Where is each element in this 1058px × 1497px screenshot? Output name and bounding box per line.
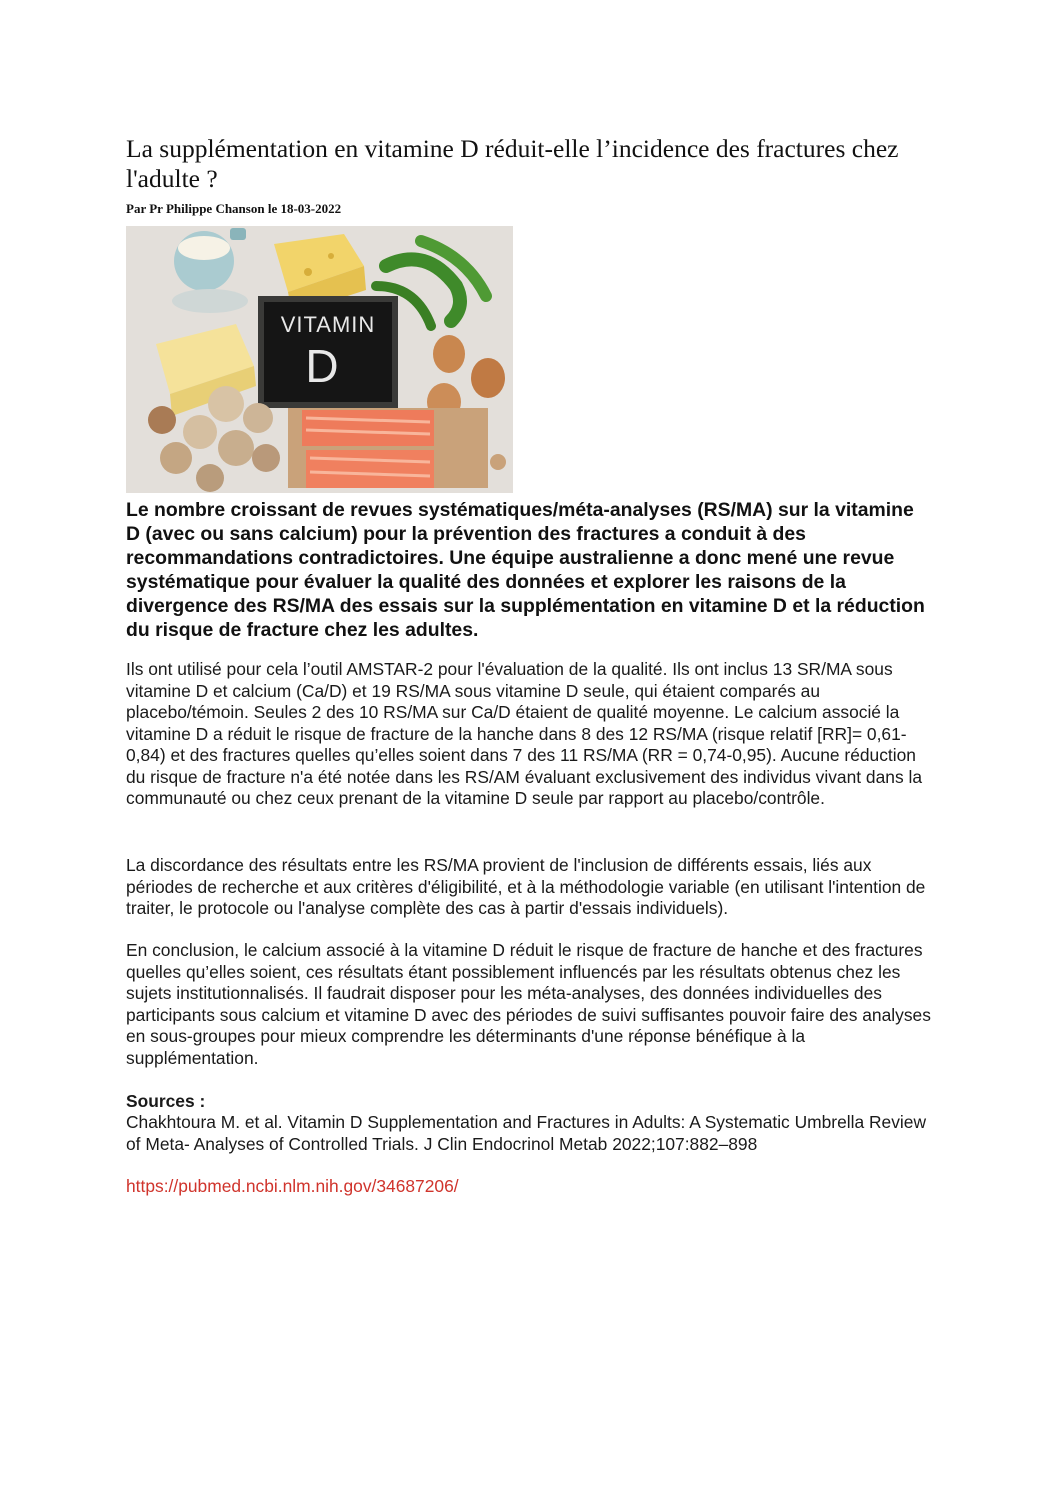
article-byline: Par Pr Philippe Chanson le 18-03-2022 [126, 201, 342, 216]
article-title: La supplémentation en vitamine D réduit-elle l’incidence des fractures chez l'adulte ? [126, 134, 899, 193]
paragraph: La discordance des résultats entre les RS/MA provient de l'inclusion de différents essais, liés aux périodes de recherche et aux critères d'éligibilité, et à la méthodologie variable (en utilisant l'intention de traiter, le protocole ou l'analyse complète des cas à partir d'essais individuels). [126, 855, 926, 918]
article-lead: Le nombre croissant de revues systématiques/méta-analyses (RS/MA) sur la vitamine D (avec ou sans calcium) pour la prévention des fractures a conduit à des recommandations contradictoires. Une équipe australienne a donc mené une revue systématique pour évaluer la qualité des données et explorer les raisons de la divergence des RS/MA des essais sur la supplémentation en vitamine D et la réduction du risque de fracture chez les adultes. [126, 499, 925, 641]
board-text-vitamin: VITAMIN [280, 312, 376, 337]
pubmed-link[interactable]: https://pubmed.ncbi.nlm.nih.gov/34687206/ [126, 1176, 459, 1196]
paragraph: En conclusion, le calcium associé à la vitamine D réduit le risque de fracture de hanche et des fractures quelles qu’elles soient, ces résultats étant possiblement influencés par les résultats obtenus chez les sujets institutionnalisés. Il faudrait disposer pour les méta-analyses, des données individuelles des participants sous calcium et vitamine D avec des périodes de suivi suffisantes pouvoir faire des analyses en sous-groupes pour mieux comprendre les déterminants d'une réponse bénéfique à la supplémentation. [126, 940, 931, 1068]
paragraph: Ils ont utilisé pour cela l’outil AMSTAR-2 pour l'évaluation de la qualité. Ils ont inclus 13 SR/MA sous vitamine D et calcium (Ca/D) et 19 RS/MA sous vitamine D seule, qui étaient comparés au placebo/témoin. Seules 2 des 10 RS/MA sur Ca/D étaient de qualité moyenne. Le calcium associé la vitamine D a réduit le risque de fracture de la hanche dans 8 des 12 RS/MA (risque relatif [RR]= 0,61-0,84) et des fractures quelles qu’elles soient dans 7 des 11 RS/MA (RR = 0,74-0,95). Aucune réduction du risque de fracture n'a été notée dans les RS/AM évaluant exclusivement des individus vivant dans la communauté ou chez ceux prenant de la vitamine D seule par rapport au placebo/contrôle. [126, 659, 923, 808]
source-citation: Chakhtoura M. et al. Vitamin D Supplementation and Fractures in Adults: A Systematic Umbrella Review of Meta- Analyses of Controlled Trials. J Clin Endocrinol Metab 2022;107:882–898 [126, 1112, 927, 1154]
board-text-d: D [305, 340, 339, 392]
vitamin-d-foods-image [126, 226, 513, 493]
sources-heading: Sources : [126, 1091, 206, 1111]
